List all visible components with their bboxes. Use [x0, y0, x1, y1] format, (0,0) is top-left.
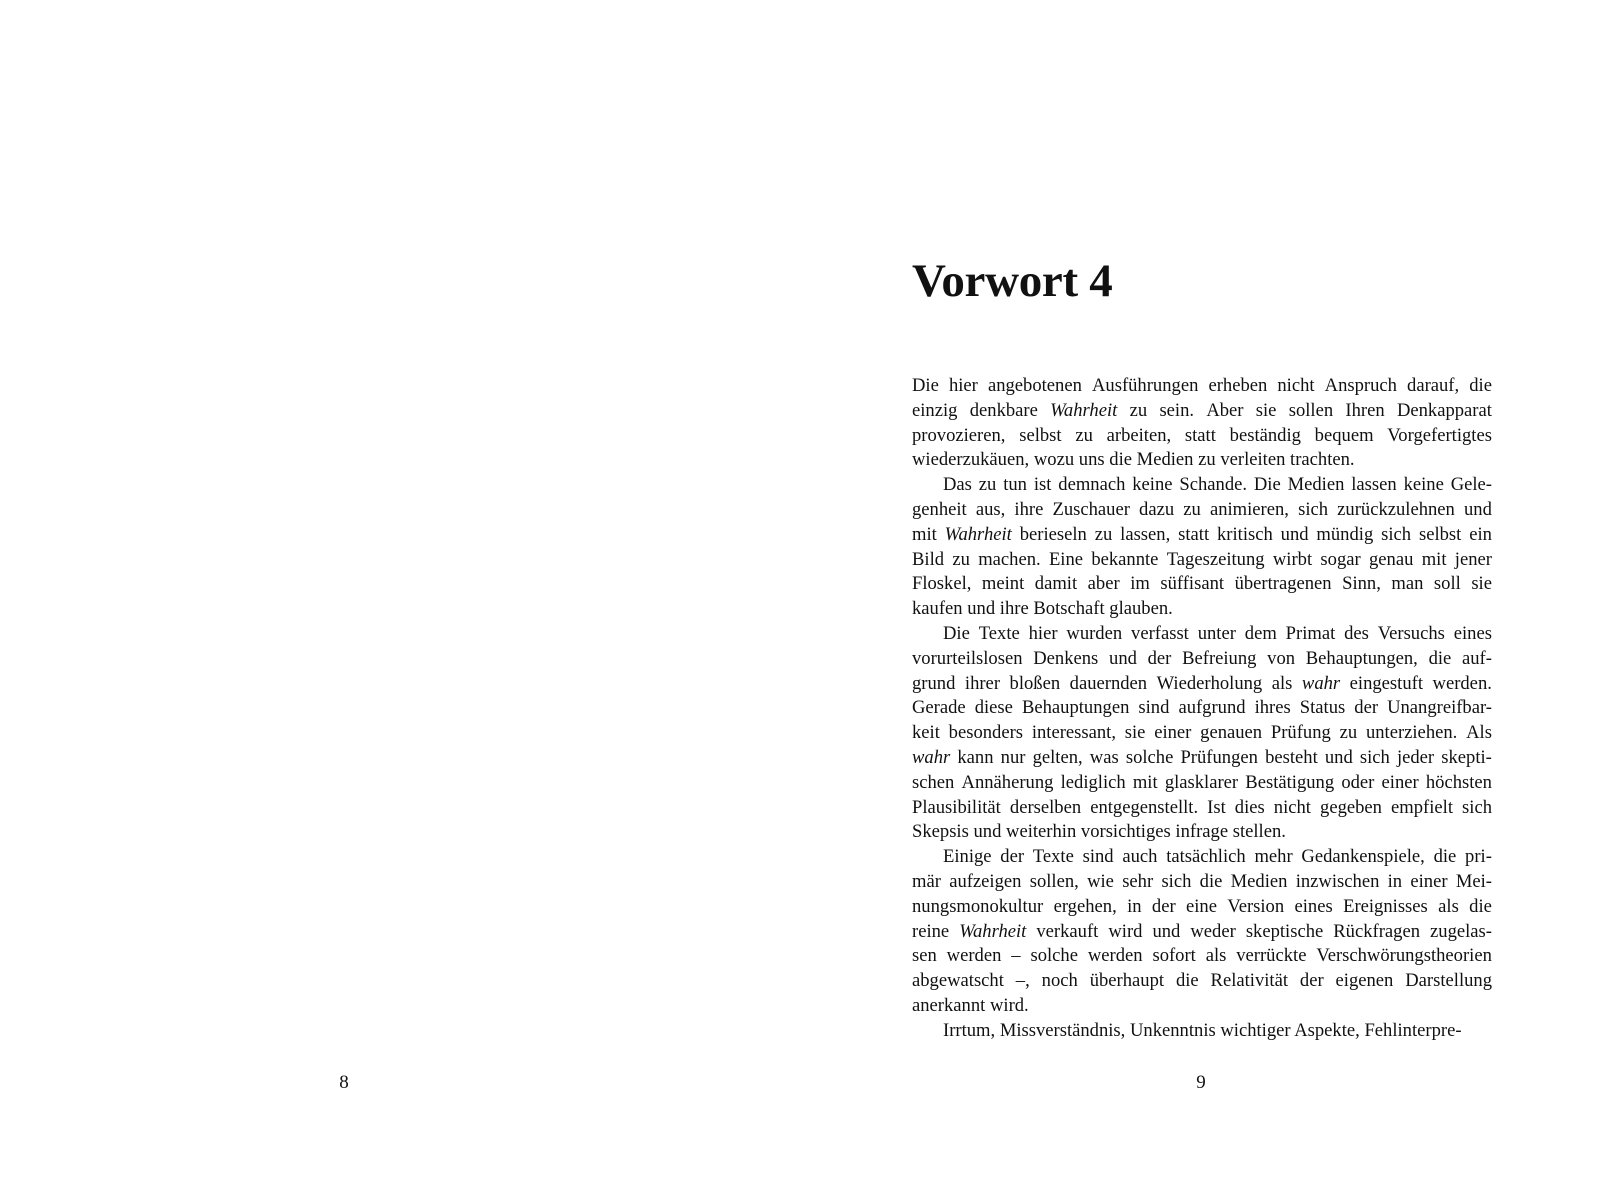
text-line: Bild zu machen. Eine bekannte Tageszeitung wirbt sogar genau mit jener [912, 548, 1492, 570]
text-line: sen werden – solche werden sofort als verrückte Verschwörungstheorien [912, 945, 1492, 967]
text-line: genheit aus, ihre Zuschauer dazu zu animieren, sich zurückzulehnen und [912, 498, 1492, 520]
text-line: wahr kann nur gelten, was solche Prüfungen besteht und sich jeder skepti- [912, 746, 1492, 768]
text-line: Die hier angebotenen Ausführungen erheben nicht Anspruch darauf, die [912, 375, 1492, 396]
left-page [0, 0, 800, 1204]
text-line: nungsmonokultur ergehen, in der eine Version eines Ereignisses als die [912, 895, 1492, 917]
text-line: wiederzukäuen, wozu uns die Medien zu verleiten trachten. [912, 449, 1355, 471]
text-line: reine Wahrheit verkauft wird und weder skeptische Rückfragen zugelas- [912, 920, 1492, 942]
text-line: abgewatscht –, noch überhaupt die Relativität der eigenen Darstellung [912, 970, 1492, 992]
text-line: kaufen und ihre Botschaft glauben. [912, 598, 1173, 620]
text-line: Skepsis und weiterhin vorsichtiges infrage stellen. [912, 821, 1286, 843]
text-line: Floskel, meint damit aber im süffisant übertragenen Sinn, man soll sie [912, 573, 1492, 595]
text-line: Plausibilität derselben entgegenstellt. Ist dies nicht gegeben empfielt sich [912, 796, 1492, 818]
text-line: Irrtum, Missverständnis, Unkenntnis wichtiger Aspekte, Fehlinterpre- [943, 1019, 1462, 1041]
text-line: vorurteilslosen Denkens und der Befreiung von Behauptungen, die auf- [912, 647, 1492, 669]
text-line: schen Annäherung lediglich mit glasklarer Bestätigung oder einer höchsten [912, 771, 1492, 793]
right-page [800, 0, 1603, 1204]
text-line: keit besonders interessant, sie einer genauen Prüfung zu unterziehen. Als [912, 722, 1492, 744]
text-line: Die Texte hier wurden verfasst unter dem Primat des Versuchs eines [943, 622, 1492, 644]
text-line: anerkannt wird. [912, 994, 1029, 1016]
text-line: Gerade diese Behauptungen sind aufgrund ihres Status der Unangreifbar- [912, 697, 1492, 719]
text-line: mit Wahrheit berieseln zu lassen, statt kritisch und mündig sich selbst ein [912, 523, 1492, 545]
text-line: Das zu tun ist demnach keine Schande. Die Medien lassen keine Gele- [943, 474, 1492, 496]
text-line: mär aufzeigen sollen, wie sehr sich die Medien inzwischen in einer Mei- [912, 870, 1492, 892]
text-line: einzig denkbare Wahrheit zu sein. Aber sie sollen Ihren Denkapparat [912, 399, 1492, 421]
text-line: grund ihrer bloßen dauernden Wiederholung als wahr eingestuft werden. [912, 672, 1492, 694]
text-line: provozieren, selbst zu arbeiten, statt beständig bequem Vorgefertigtes [912, 424, 1492, 446]
page-number-right: 9 [1196, 1072, 1206, 1093]
chapter-body-text [912, 374, 1492, 1044]
text-line: Einige der Texte sind auch tatsächlich mehr Gedankenspiele, die pri- [943, 846, 1492, 868]
chapter-heading: Vorwort 4 [912, 255, 1113, 307]
page-number-left: 8 [339, 1072, 349, 1093]
